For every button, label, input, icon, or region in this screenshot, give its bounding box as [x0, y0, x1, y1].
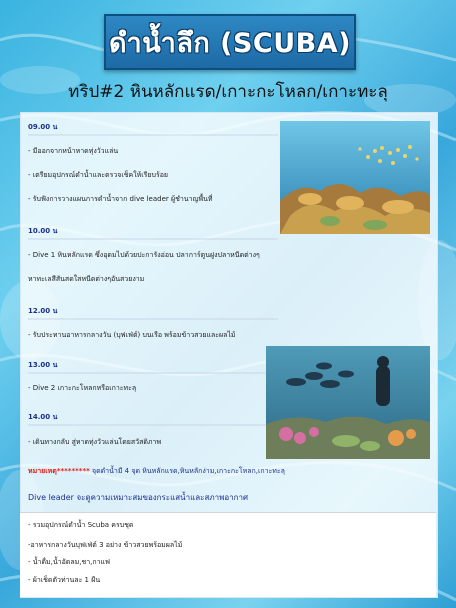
time-label: 09.00 น [28, 123, 58, 131]
schedule-line: - มีออกจากหน้าหาดทุ่งวัวแล่น [28, 147, 119, 155]
schedule-line: - รับประทานอาหารกลางวัน (บุฟเฟ่ต์) บนเรือ พร้อมข้าวสวยและผลไม้ [28, 331, 236, 339]
divers-photo [266, 346, 430, 459]
includes-item: - รวมอุปกรณ์ดำน้ำ Scuba ครบชุด [28, 521, 134, 529]
schedule-line: - รับฟังการวางแผนการดำน้ำจาก dive leader ผู้ชำนาญพื้นที่ [28, 195, 213, 203]
schedule-line: หาทะเลสีสันสดใสหนีดต่างๆอันสวยงาม [28, 275, 145, 283]
includes-item: - น้ำดื่ม,น้ำอัดลม,ชา,กาแฟ [28, 558, 110, 566]
coral-reef-photo [280, 121, 430, 234]
time-label: 10.00 น [28, 227, 58, 235]
schedule-line: - เดินทางกลับ สู่หาดทุ่งวัวแล่นโดยสวัสดิภาพ [28, 438, 162, 446]
time-label: 13.00 น [28, 361, 58, 369]
dive-leader-note: Dive leader จะดูความเหมาะสมของกระแสน้ำและสภาพอากาศ [28, 493, 249, 502]
note-text: จุดดำน้ำมี 4 จุด หินหลักแรด,หินหลักง่าม,เกาะกะโหลก,เกาะทะลุ [89, 467, 285, 475]
includes-item: -อาหารกลางวันบุฟเฟ่ต์ 3 อย่าง ข้าวสวยพร้อมผลไม้ [28, 541, 183, 549]
schedule-line: - เตรียมอุปกรณ์ดำน้ำและตรวจเช็คให้เรียบร้อย [28, 171, 169, 179]
note-label: หมายเหตุ********* [28, 467, 90, 475]
includes-item: - ผ้าเช็ดตัวท่านละ 1 ผืน [28, 576, 101, 584]
schedule-line: - Dive 2 เกาะกะโหลกหรือเกาะทะลุ [28, 384, 137, 392]
page-title: ดำน้ำลึก (SCUBA) [109, 27, 351, 59]
time-label: 12.00 น [28, 307, 58, 315]
title-banner [104, 14, 356, 70]
note-line [28, 466, 428, 477]
schedule-dividers [28, 116, 278, 456]
schedule-line: - Dive 1 หินหลักแรด ซึ่งอุดมไปด้วยปะการังอ่อน ปลาการ์ตูนฝูงปลาหนีดต่างๆ [28, 251, 260, 259]
time-label: 14.00 น [28, 413, 58, 421]
trip-subtitle: ทริป#2 หินหลักแรด/เกาะกะโหลก/เกาะทะลุ [68, 82, 388, 102]
